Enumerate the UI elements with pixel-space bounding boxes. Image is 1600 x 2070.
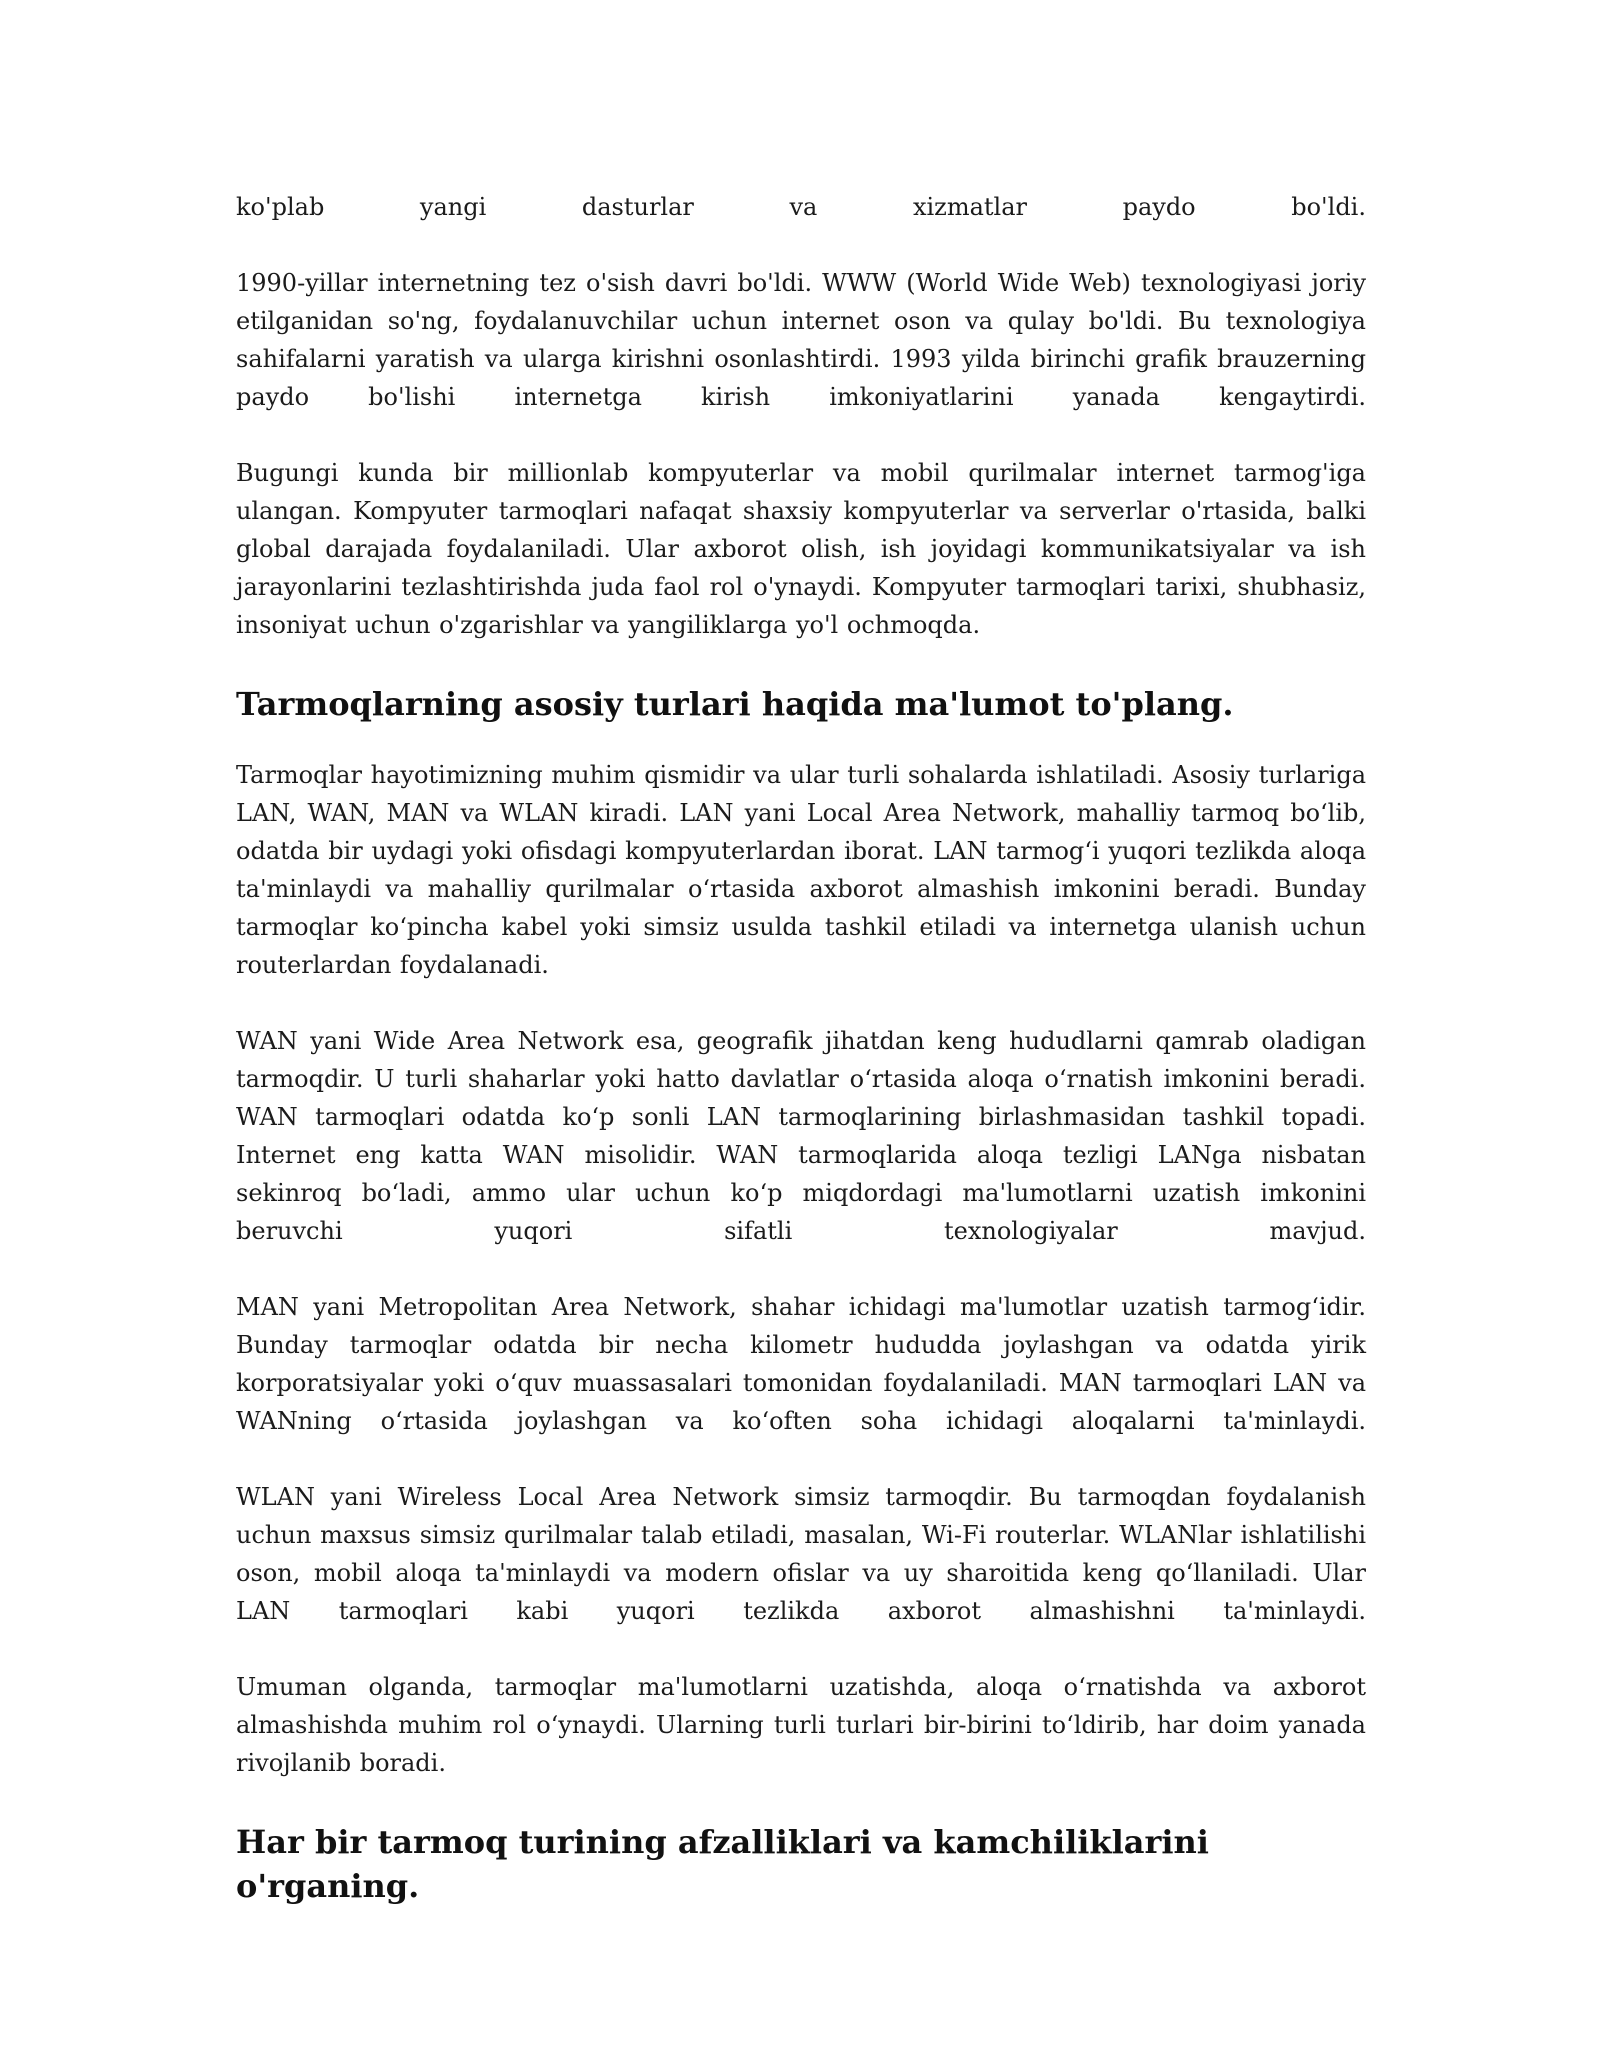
paragraph-1990s: 1990-yillar internetning tez o'sish davri bo'ldi. WWW (World Wide Web) texnologiyasi joriy etilganidan so'ng, foydalanuvchilar uchun internet oson va qulay bo'ldi. Bu texnologiya sahifalarni yaratish va ularga kirishni osonlashtirdi. 1993 yilda birinchi grafik brauzerning paydo bo'lishi internetga kirish imkoniyatlarini yanada kengaytirdi. bbox=[236, 269, 1366, 411]
paragraph-wan: WAN yani Wide Area Network esa, geografik jihatdan keng hududlarni qamrab oladigan tarmoqdir. U turli shaharlar yoki hatto davlatlar o‘rtasida aloqa o‘rnatish imkonini beradi. WAN tarmoqlari odatda ko‘p sonli LAN tarmoqlarining birlashmasidan tashkil topadi. Internet eng katta WAN misolidir. WAN tarmoqlarida aloqa tezligi LANga nisbatan sekinroq bo‘ladi, ammo ular uchun ko‘p miqdordagi ma'lumotlarni uzatish imkonini beruvchi yuqori sifatli texnologiyalar mavjud. bbox=[236, 1027, 1366, 1245]
paragraph-lan: Tarmoqlar hayotimizning muhim qismidir va ular turli sohalarda ishlatiladi. Asosiy turlariga LAN, WAN, MAN va WLAN kiradi. LAN yani Local Area Network, mahalliy tarmoq bo‘lib, odatda bir uydagi yoki ofisdagi kompyuterlardan iborat. LAN tarmog‘i yuqori tezlikda aloqa ta'minlaydi va mahalliy qurilmalar o‘rtasida axborot almashish imkonini beradi. Bunday tarmoqlar ko‘pincha kabel yoki simsiz usulda tashkil etiladi va internetga ulanish uchun routerlardan foydalanadi. bbox=[236, 761, 1366, 979]
heading-network-types: Tarmoqlarning asosiy turlari haqida ma'lumot to'plang. bbox=[236, 685, 1234, 723]
paragraph-man: MAN yani Metropolitan Area Network, shahar ichidagi ma'lumotlar uzatish tarmog‘idir. Bunday tarmoqlar odatda bir necha kilometr hududda joylashgan va odatda yirik korporatsiyalar yoki o‘quv muassasalari tomonidan foydalaniladi. MAN tarmoqlari LAN va WANning o‘rtasida joylashgan va ko‘often soha ichidagi aloqalarni ta'minlaydi. bbox=[236, 1293, 1366, 1435]
paragraph-wlan: WLAN yani Wireless Local Area Network simsiz tarmoqdir. Bu tarmoqdan foydalanish uchun maxsus simsiz qurilmalar talab etiladi, masalan, Wi-Fi routerlar. WLANlar ishlatilishi oson, mobil aloqa ta'minlaydi va modern ofislar va uy sharoitida keng qo‘llaniladi. Ular LAN tarmoqlari kabi yuqori tezlikda axborot almashishni ta'minlaydi. bbox=[236, 1483, 1366, 1625]
paragraph-today: Bugungi kunda bir millionlab kompyuterlar va mobil qurilmalar internet tarmog'iga ulangan. Kompyuter tarmoqlari nafaqat shaxsiy kompyuterlar va serverlar o'rtasida, balki global darajada foydalaniladi. Ular axborot olish, ish joyidagi kommunikatsiyalar va ish jarayonlarini tezlashtirishda juda faol rol o'ynaydi. Kompyuter tarmoqlari tarixi, shubhasiz, insoniyat uchun o'zgarishlar va yangiliklarga yo'l ochmoqda. bbox=[236, 459, 1366, 639]
paragraph-intro-continuation: ko'plab yangi dasturlar va xizmatlar paydo bo'ldi. bbox=[236, 193, 1366, 221]
document-page bbox=[236, 188, 1366, 1938]
heading-pros-cons: Har bir tarmoq turining afzalliklari va kamchiliklarini o'rganing. bbox=[236, 1823, 1209, 1905]
paragraph-summary: Umuman olganda, tarmoqlar ma'lumotlarni uzatishda, aloqa o‘rnatishda va axborot almashishda muhim rol o‘ynaydi. Ularning turli turlari bir-birini to‘ldirib, har doim yanada rivojlanib boradi. bbox=[236, 1673, 1366, 1777]
